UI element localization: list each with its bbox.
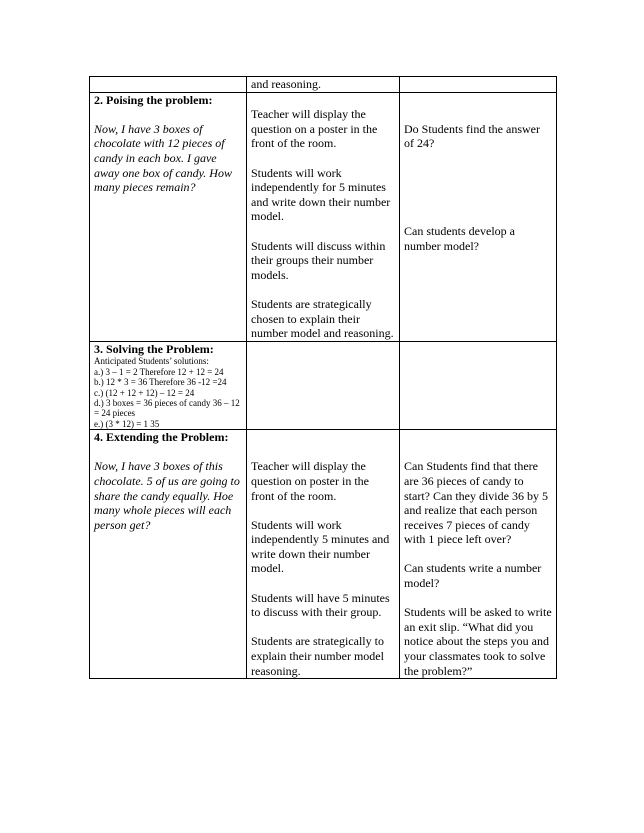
section-4-heading: 4. Extending the Problem: — [94, 430, 229, 445]
table-row-continuation — [90, 77, 557, 93]
section-3-solution-line: e.) (3 * 12) = 1 35 — [94, 418, 160, 429]
section-3-solution-line: b.) 12 * 3 = 36 Therefore 36 -12 =24 — [94, 377, 227, 388]
section-4-assessment-question: Can students write a number model? — [404, 561, 542, 591]
cell-section-2-teacher — [247, 92, 400, 341]
cell-section-2-assessment — [400, 92, 557, 341]
table-row-section-3 — [90, 341, 557, 429]
cell-empty — [400, 77, 557, 93]
cell-empty — [247, 341, 400, 429]
cell-section-4-assessment — [400, 430, 557, 679]
cell-empty — [400, 341, 557, 429]
section-4-teacher-step: Students are strategically to explain their number model reasoning. — [251, 634, 384, 678]
cell-continuation-text: and reasoning. — [247, 77, 400, 93]
section-3-heading: 3. Solving the Problem: — [94, 341, 214, 356]
section-2-assessment-question: Do Students find the answer of 24? — [404, 121, 540, 151]
section-2-teacher-step: Teacher will display the question on a poster in the front of the room. — [251, 107, 378, 151]
cell-section-2-description — [90, 92, 247, 341]
section-2-heading: 2. Poising the problem: — [94, 92, 213, 107]
section-2-prompt: Now, I have 3 boxes of chocolate with 12 pieces of candy in each box. I gave away one box of candy. How many pieces remain? — [94, 121, 232, 195]
section-2-teacher-step: Students will discuss within their groups their number models. — [251, 238, 386, 282]
cell-section-3-description — [90, 341, 247, 429]
cell-section-4-description — [90, 430, 247, 679]
section-4-prompt: Now, I have 3 boxes of this chocolate. 5 of us are going to share the candy equally. Hoe many whole pieces will each person get? — [94, 459, 240, 532]
table-row-section-4 — [90, 430, 557, 679]
section-4-teacher-step: Teacher will display the question on poster in the front of the room. — [251, 459, 369, 503]
cell-section-4-teacher — [247, 430, 400, 679]
section-4-assessment-question: Students will be asked to write an exit slip. “What did you notice about the steps you and your classmates took to solve the problem?” — [404, 605, 552, 678]
section-2-teacher-step: Students are strategically chosen to explain their number model and reasoning. — [251, 296, 394, 341]
section-2-assessment-question: Can students develop a number model? — [404, 223, 515, 253]
section-4-teacher-step: Students will have 5 minutes to discuss with their group. — [251, 590, 390, 620]
section-4-assessment-question: Can Students find that there are 36 pieces of candy to start? Can they divide 36 by 5 and realize that each person receives 7 pieces of candy with 1 piece left over? — [404, 459, 548, 547]
section-3-solutions-intro: Anticipated Students’ solutions: — [94, 356, 209, 367]
table-row-section-2 — [90, 92, 557, 341]
section-3-solution-line: a.) 3 – 1 = 2 Therefore 12 + 12 = 24 — [94, 366, 224, 377]
section-3-solution-line: c.) (12 + 12 + 12) – 12 = 24 — [94, 387, 195, 398]
lesson-plan-table — [89, 76, 557, 679]
section-4-teacher-step: Students will work independently 5 minutes and write down their number model. — [251, 517, 390, 576]
cell-empty — [90, 77, 247, 93]
section-3-solution-line: d.) 3 boxes = 36 pieces of candy 36 – 12 = 24 pieces — [94, 397, 240, 419]
section-2-teacher-step: Students will work independently for 5 minutes and write down their number model. — [251, 165, 391, 224]
